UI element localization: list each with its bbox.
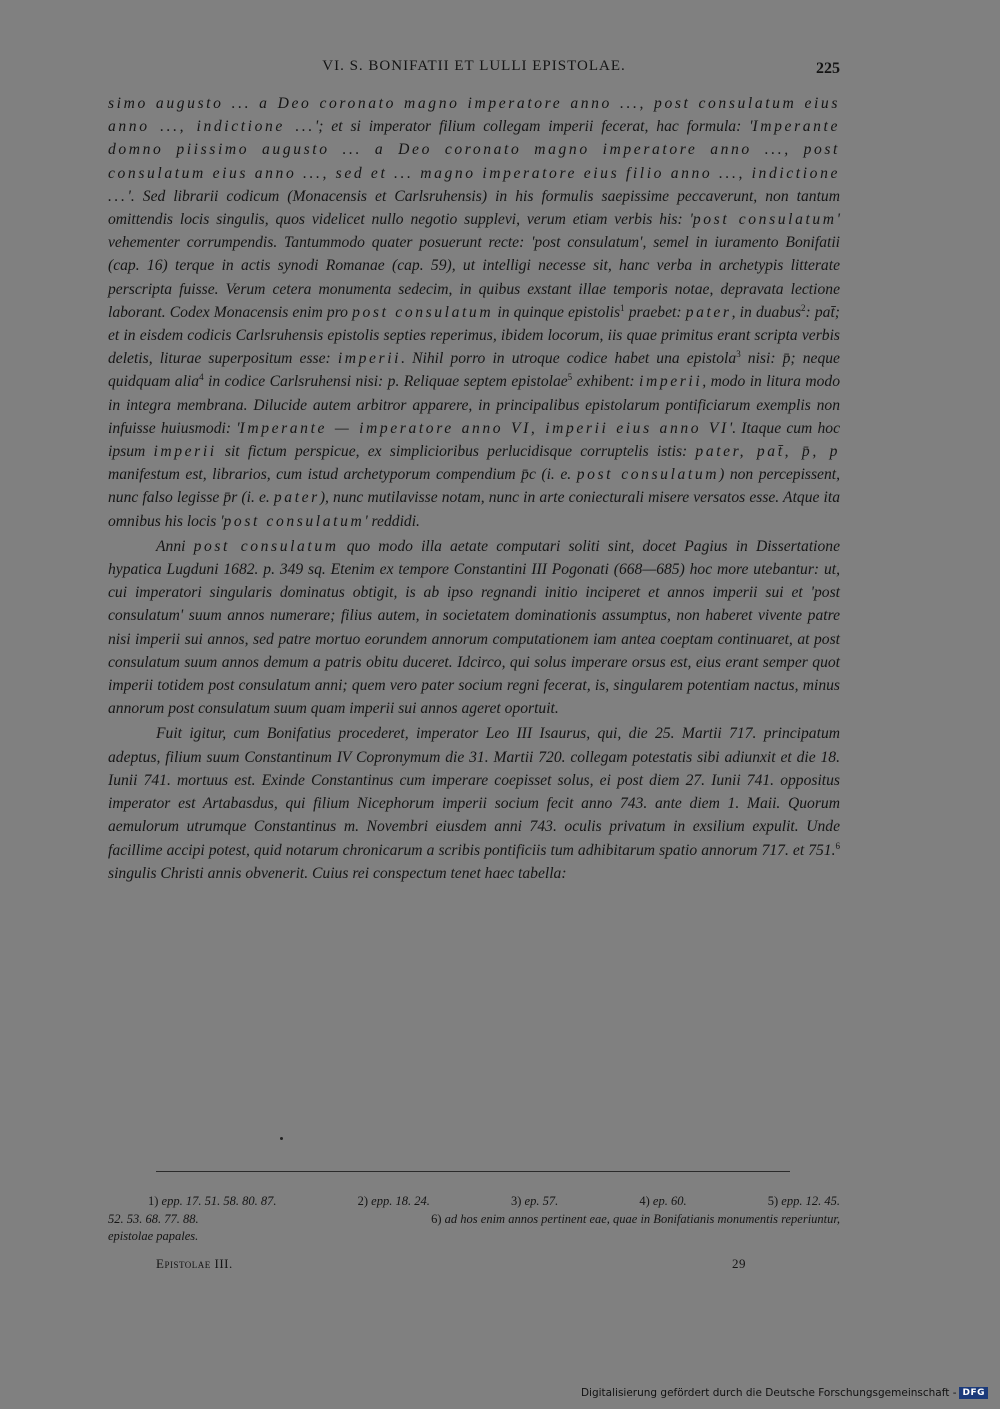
text-run: ) non percepissent, nunc falso legisse p̄r (i. e. (108, 466, 841, 507)
footnote-text: ep. 60. (652, 1194, 687, 1208)
footnote-text: epp. 17. 51. 58. 80. 87. (161, 1194, 277, 1208)
formula-spaced: post consulatum (223, 512, 365, 530)
page-number: 225 (816, 60, 840, 77)
footnote-text: ep. 57. (524, 1194, 559, 1208)
formula-spaced: post consulatum (193, 537, 339, 555)
text-run: quo modo illa aetate computari soliti sint, docet Pagius in Dissertatione hypatica Lugduni 1682. p. 349 sq. Etenim ex tempore Constantini III Pogonati (668—685) hoc more utebantur: ut, cui imperatori singularis dominatus obtigit, is ab ipso regnandi initio inciperet et annos imperii sui et 'post consulatum' suum annos numerare; filius autem, in societatem dominationis assumptus, non haberet vivente patre nisi imperii sui annos, sed patre mortuo eorundem annorum computationem iam antea coeptam continuaret, at post consulatum suum annos demum a patris obitu duceret. Idcirco, qui solus imperare orsus est, eius erant semper quot imperii totidem post consulatum anni; quem vero pater socium regni fecerat, is, singularem potentiam nactus, minus annorum post consulatum suum quam imperii sui annos ageret oportuit. (108, 537, 840, 718)
footnote-6 (381, 1211, 840, 1229)
paragraph-3 (108, 722, 840, 884)
formula-spaced: imperii (337, 350, 402, 368)
formula-spaced: simo augusto ... a Deo coronato magno imperatore anno ..., post consulatum eius anno ..., indictione ... (108, 95, 840, 136)
formula-spaced: post consulatum (576, 466, 720, 484)
digitization-credit (581, 1387, 988, 1399)
text-run: : pat̄; et in eisdem codicis Carlsruhensis epistolis septies reperimus, ibidem locorum, iis quae primitus erant scripta verbis deletis, liturae superpositum esse: (108, 303, 840, 368)
footnote-label: 5) (767, 1194, 779, 1208)
text-run: Fuit igitur, cum Bonifatius procederet, imperator Leo III Isaurus, qui, die 25. Martii 717. principatum adeptus, filium suum Constantinum IV Copronymum die 31. Martii 720. collegam potestatis sibi adiunxit et die 18. Iunii 741. mortuus est. Exinde Constantinus cum imperare coepisset solus, ei post diem 27. Iunii 741. oppositus imperator est Artabasdus, qui filium Nicephorum imperii socium fecit anno 743. ante diem 1. Maii. Quorum aemulorum utrumque Constantinus m. Novembri eiusdem anni 743. oculis privatum in exsilium expulit. Unde facillime accipi potest, quid notarum chronicarum a scribis pontificiis tum adhibitarum spatio annorum 717. et 751. (108, 725, 840, 859)
footnote-text: epp. 18. 24. (371, 1194, 430, 1208)
footnote-rule (156, 1171, 790, 1172)
running-title: VI. S. BONIFATII ET LULLI EPISTOLAE. (322, 58, 626, 74)
credit-text: Digitalisierung gefördert durch die Deutsche Forschungsgemeinschaft - (580, 1387, 957, 1399)
text-run: , in duabus (731, 303, 802, 321)
text-run: '; et si imperator filium collegam imperii fecerat, hac formula: ' (314, 118, 753, 136)
footnote-ref: 6 (835, 840, 840, 851)
formula-spaced: pater (273, 489, 320, 507)
text-run: . Nihil porro in utroque codice habet una epistola (401, 350, 737, 368)
footnote-ref: 2 (801, 302, 806, 313)
footnote-text: ad hos enim annos pertinent eae, quae in Bonifatianis monumentis reperiuntur, (444, 1211, 840, 1226)
ink-speck (280, 1137, 283, 1140)
footnote-ref: 5 (567, 372, 573, 383)
text-run: in quinque epistolis (493, 303, 621, 321)
text-run: exhibent: (572, 373, 640, 391)
footnote-ref: 3 (736, 349, 741, 360)
text-run: nisi: p̄; neque quidquam alia (108, 350, 840, 391)
footnote-1 (148, 1193, 276, 1211)
running-head (108, 58, 840, 82)
footnote-4 (639, 1193, 686, 1211)
footnote-label: 2) (357, 1194, 369, 1208)
footnote-label: 4) (639, 1194, 650, 1208)
text-run: Anni (156, 537, 194, 555)
text-run: ), nunc mutilavisse notam, nunc in arte coniecturali misere versatos esse. Atque ita omnibus his locis ' (108, 489, 840, 530)
formula-spaced: Imperante domno piissimo augusto ... a Deo coronato magno imperatore anno ..., post consulatum eius anno ..., sed et ... magno imperatore eius filio anno ..., indictione ... (108, 118, 840, 205)
footnote-label: 6) (431, 1211, 442, 1226)
footnote-text: epp. 12. 45. (781, 1194, 840, 1208)
text-run: sit fictum perspicue, ex simplicioribus perlucidisque corruptelis istis: (216, 443, 696, 461)
footnote-2 (358, 1193, 430, 1211)
text-run: in codice Carlsruhensi nisi: p. Reliquae septem epistolae (203, 373, 568, 391)
text-run: '. Sed librarii codicum (Monacensis et Carlsruhensis) in his formulis saepissime peccaverunt, non tantum omittendis locis singulis, quos videlicet nullo negotio supplevi, verum etiam verbis his: ' (108, 187, 840, 229)
signature-title: Epistolae III. (156, 1256, 233, 1271)
footnote-ref: 4 (199, 372, 204, 383)
formula-spaced: imperii (639, 373, 703, 391)
dfg-logo-icon: DFG (959, 1387, 988, 1399)
footnote-row (108, 1211, 840, 1229)
footnote-row (108, 1193, 840, 1211)
signature-number: 29 (732, 1256, 746, 1271)
footnote-5 (768, 1193, 840, 1211)
footnote-label: 3) (511, 1194, 522, 1208)
formula-spaced: pater, pat̄, p̄, p (695, 443, 841, 461)
footnotes (108, 1193, 840, 1246)
text-run: , modo in litura modo in integra membrana. Dilucide autem arbitror apparere, in principalibus epistolarum pontificiarum exemplis non infuisse huiusmodi: ' (108, 373, 840, 437)
footnote-label: 1) (148, 1194, 159, 1208)
footnote-ref: 1 (620, 302, 625, 313)
footnote-5-continuation: 52. 53. 68. 77. 88. (108, 1211, 199, 1226)
footnote-3 (511, 1193, 558, 1211)
formula-spaced: imperii (153, 443, 217, 461)
formula-spaced: post consulatum (352, 303, 494, 321)
formula-spaced: Imperante — imperatore anno VI, imperii eius anno VI (239, 419, 729, 437)
text-run: praebet: (624, 303, 686, 321)
formula-spaced: pater (685, 303, 732, 321)
text-run: '. Itaque cum hoc ipsum (108, 419, 841, 461)
text-run: singulis Christi annis obvenerit. Cuius rei conspectum tenet haec tabella: (108, 864, 567, 882)
paragraph-1 (108, 92, 840, 533)
body-text (108, 92, 840, 885)
formula-spaced: post consulatum (692, 211, 837, 229)
text-run: ' reddidi. (364, 512, 420, 530)
text-run: manifestum est, librarios, cum istud archetyporum compendium p̄c (i. e. (108, 466, 577, 484)
footnote-6-continuation: epistolae papales. (108, 1229, 199, 1243)
text-run: ' vehementer corrumpendis. Tantummodo quater posuerunt recte: 'post consulatum', semel in iuramento Bonifatii (cap. 16) terque in actis synodi Romanae (cap. 59), ut intelligi necesse sit, hanc verba in archetypis litterate perscripta fuisse. Verum cetera monumenta sedecim, in quibus exstant illae temporis notae, depravata lectione laborant. Codex Monacensis enim pro (108, 211, 840, 321)
paragraph-2 (108, 535, 840, 721)
